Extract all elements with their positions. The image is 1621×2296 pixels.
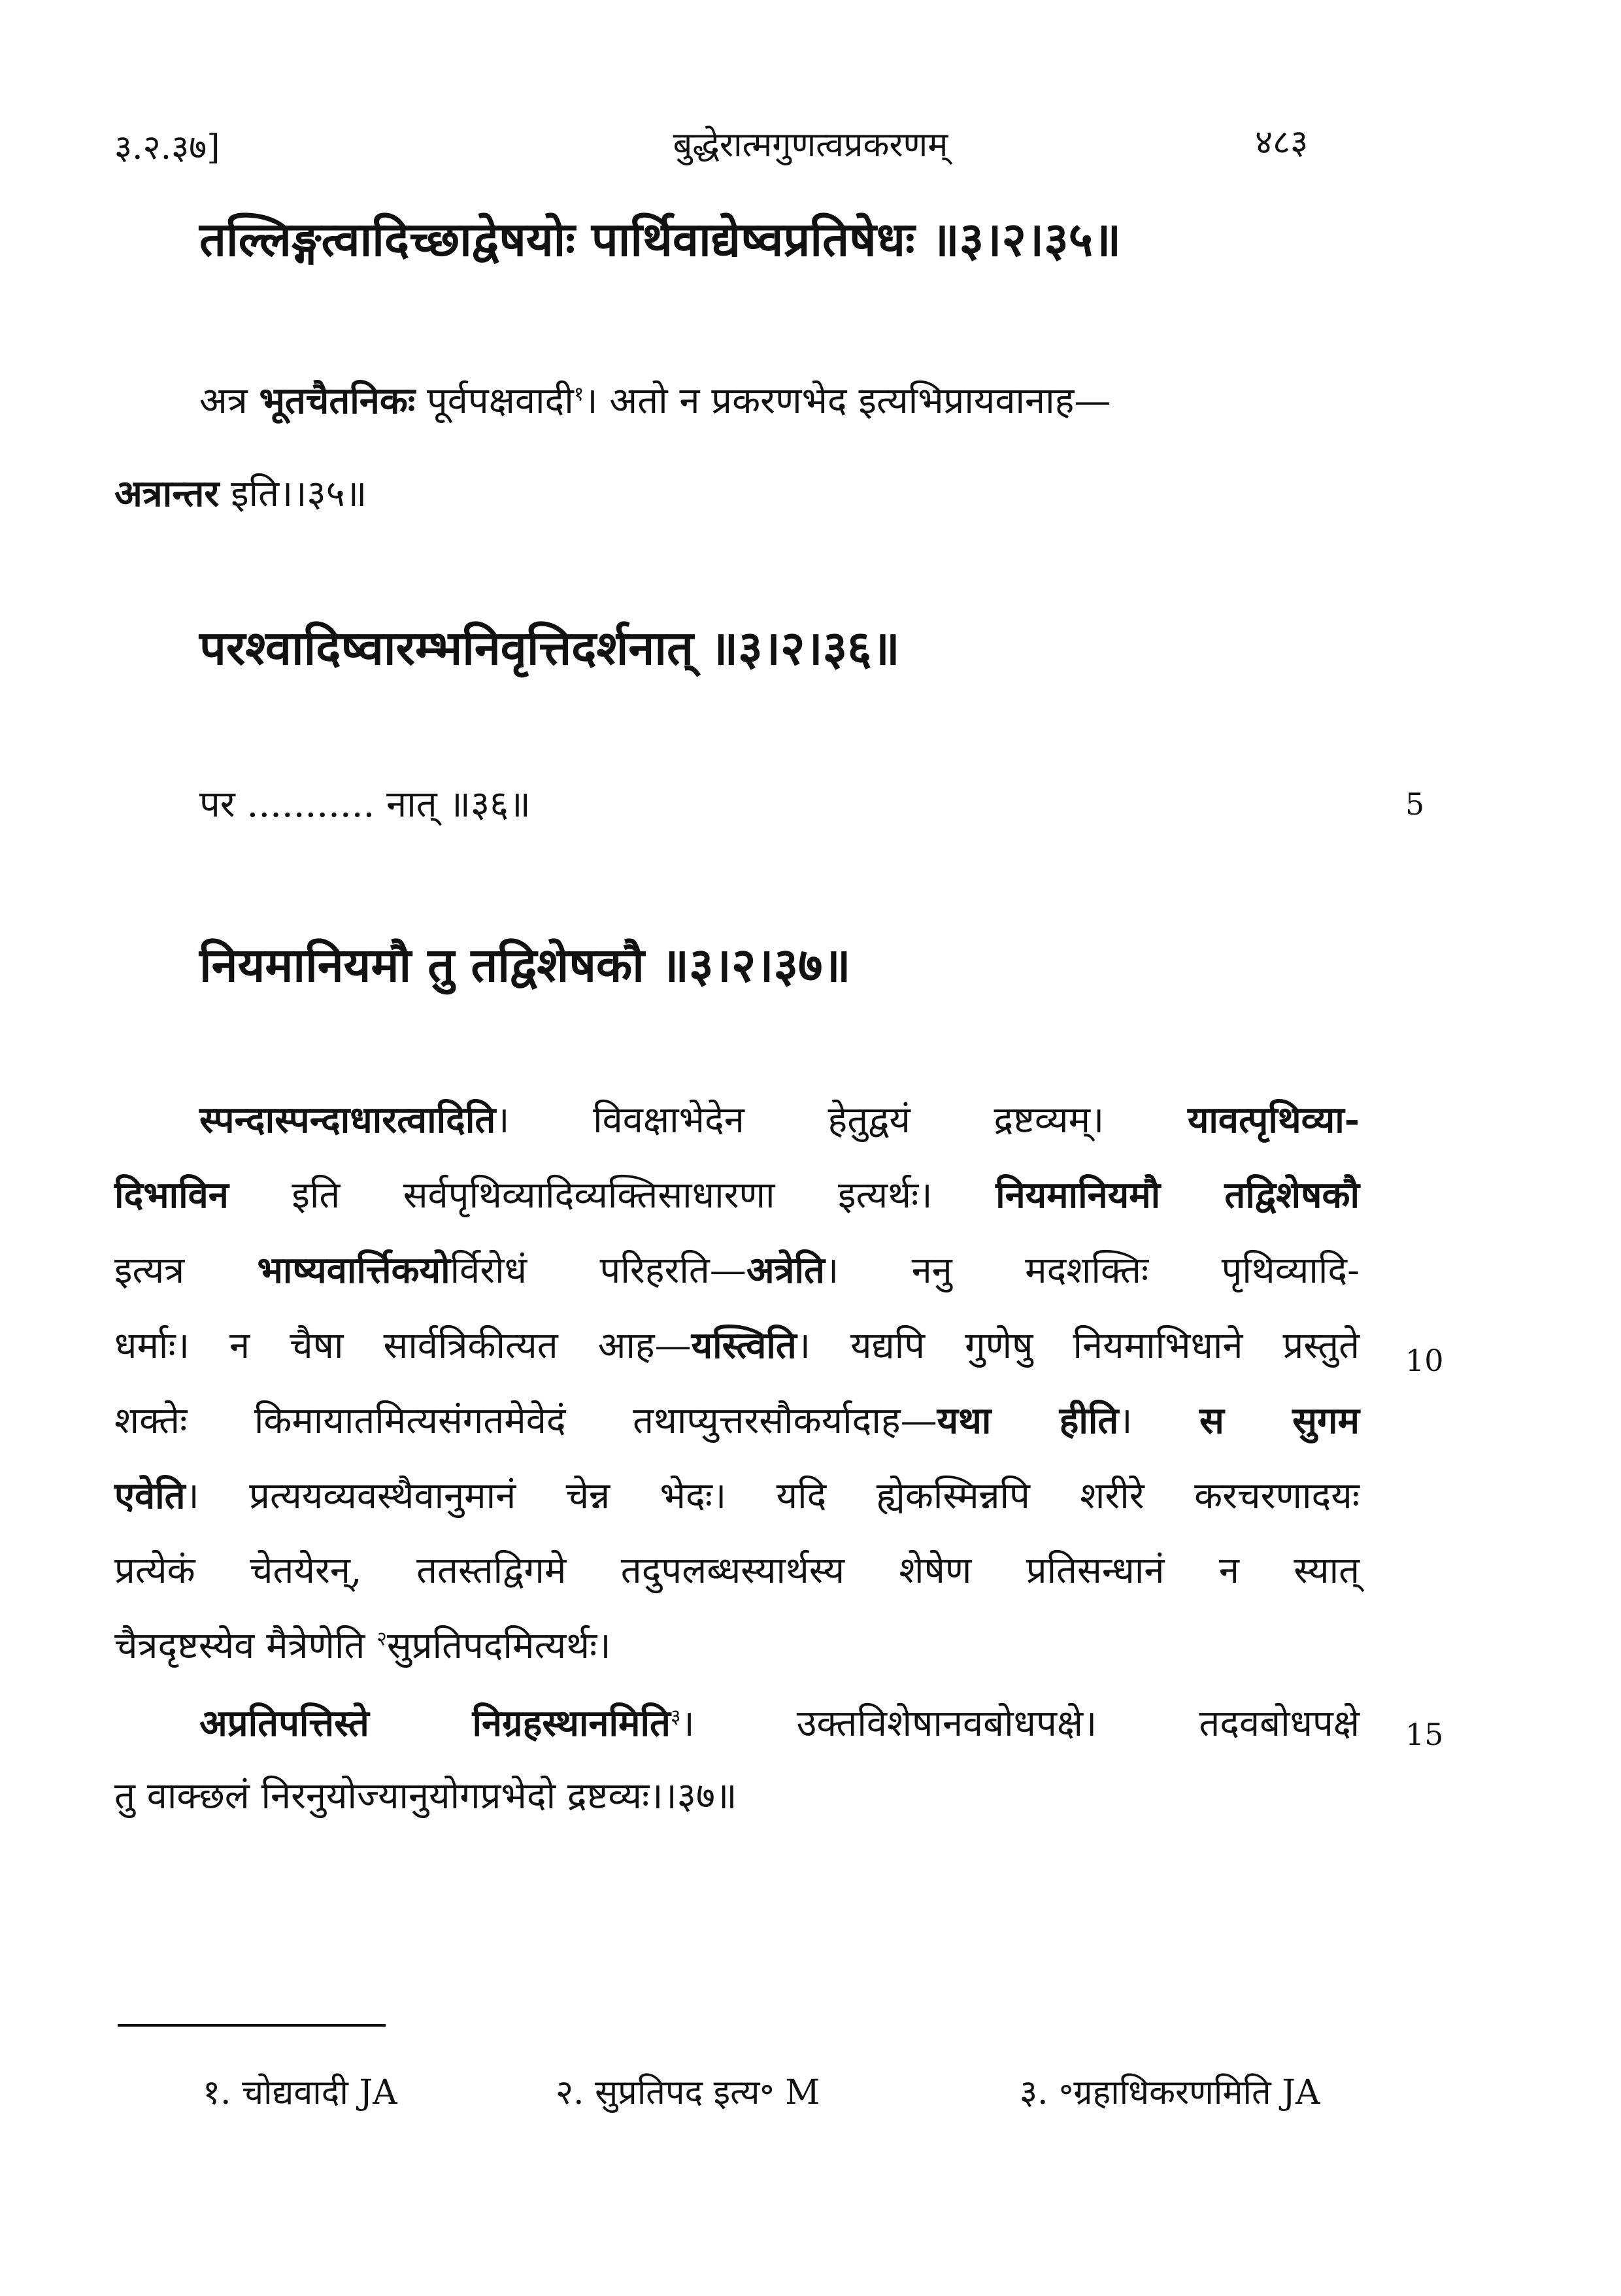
commentary-37-line-4: धर्माः। न चैषा सार्वत्रिकीत्यत आह—यस्त्विति। यद्यपि गुणेषु नियमाभिधाने प्रस्तुते — [114, 1324, 1360, 1367]
commentary-37-line-5: शक्तेः किमायातमित्यसंगतमेवेदं तथाप्युत्तरसौकर्यादाह—यथा हीति। स सुगम — [114, 1399, 1360, 1442]
footnote-3: ३. ॰ग्रहाधिकरणमिति JA — [1020, 2073, 1320, 2112]
running-head-title: बुद्धेरात्मगुणत्वप्रकरणम् — [673, 126, 948, 165]
footnote-ref-2: २ — [376, 1627, 387, 1651]
commentary-37-line-1: स्पन्दास्पन्दाधारत्वादिति। विवक्षाभेदेन हेतुद्वयं द्रष्टव्यम्। यावत्पृथिव्या- — [199, 1098, 1360, 1141]
running-head-left: ३.२.३७] — [114, 128, 220, 167]
commentary-37-line-2: दिभाविन इति सर्वपृथिव्यादिव्यक्तिसाधारणा इत्यर्थः। नियमानियमौ तद्विशेषकौ — [114, 1173, 1360, 1217]
sutra-35: तल्लिङ्गत्वादिच्छाद्वेषयोः पार्थिवाद्येष्वप्रतिषेधः ॥३।२।३५॥ — [199, 211, 1122, 267]
sutra-36: परश्वादिष्वारम्भनिवृत्तिदर्शनात् ॥३।२।३६॥ — [199, 620, 900, 675]
line-number-5: 5 — [1405, 786, 1425, 822]
commentary-37-line-7: प्रत्येकं चेतयेरन्, ततस्तद्विगमे तदुपलब्धस्यार्थस्य शेषेण प्रतिसन्धानं न स्यात् — [114, 1549, 1360, 1592]
commentary-37-line-9: अप्रतिपत्तिस्ते निग्रहस्थानमिति$^३$। उक्तविशेषानवबोधपक्षे। तदवबोधपक्षे — [199, 1702, 1360, 1745]
commentary-37-line-8: चैत्रदृष्टस्येव मैत्रेणेति $^२$सुप्रतिपदमित्यर्थः। — [114, 1625, 611, 1667]
footnote-ref-3: ३ — [670, 1705, 681, 1729]
commentary-35-line-1: अत्र भूतचैतनिकः पूर्वपक्षवादी$^१$। अतो न प्रकरणभेद इत्यभिप्रायवानाह— — [199, 379, 1111, 422]
footnote-rule — [118, 2024, 386, 2027]
line-number-15: 15 — [1405, 1717, 1444, 1752]
footnote-ref-1: १ — [573, 382, 584, 406]
commentary-36: पर ........... नात् ॥३६॥ — [199, 783, 531, 826]
footnote-1: १. चोद्यवादी JA — [203, 2073, 397, 2112]
commentary-35-line-2: अत्रान्तर इति।।३५॥ — [114, 472, 367, 515]
commentary-37-line-6: एवेति। प्रत्ययव्यवस्थैवानुमानं चेन्न भेदः। यदि ह्येकस्मिन्नपि शरीरे करचरणादयः — [114, 1474, 1360, 1517]
commentary-37-line-10: तु वाक्छलं निरनुयोज्यानुयोगप्रभेदो द्रष्टव्यः।।३७॥ — [114, 1775, 737, 1817]
line-number-10: 10 — [1405, 1343, 1444, 1378]
page-number: ४८३ — [1255, 123, 1309, 162]
sutra-37: नियमानियमौ तु तद्विशेषकौ ॥३।२।३७॥ — [199, 937, 851, 992]
commentary-37-line-3: इत्यत्र भाष्यवार्त्तिकयोर्विरोधं परिहरति—अत्रेति। ननु मदशक्तिः पृथिव्यादि- — [114, 1249, 1360, 1292]
footnote-2: २. सुप्रतिपद इत्य॰ M — [556, 2073, 820, 2112]
